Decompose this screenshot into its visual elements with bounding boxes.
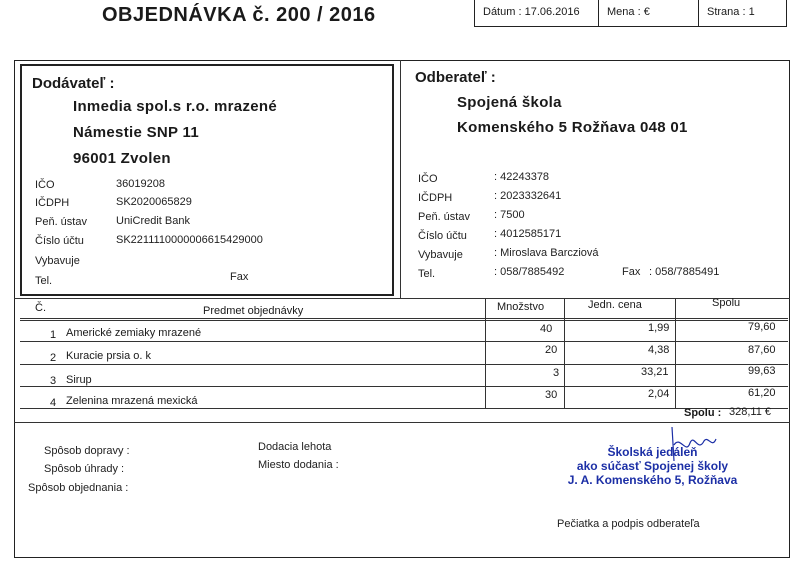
stamp-line-2: ako súčasť Spojenej školy bbox=[576, 459, 729, 473]
row-item: Americké zemiaky mrazené bbox=[66, 327, 202, 339]
row-qty: 3 bbox=[553, 367, 560, 379]
col-header-total: Spolu bbox=[712, 297, 741, 309]
supplier-icdph-value: SK2020065829 bbox=[116, 196, 192, 208]
table-top-rule bbox=[14, 298, 790, 299]
sum-rule bbox=[14, 422, 790, 423]
row-unit-price: 33,21 bbox=[641, 366, 669, 378]
row-unit-price: 4,38 bbox=[648, 344, 670, 356]
customer-bank-value: : 7500 bbox=[494, 209, 525, 221]
document-title: OBJEDNÁVKA č. 200 / 2016 bbox=[102, 4, 376, 26]
customer-ico-label: IČO bbox=[418, 173, 438, 185]
transport-label: Spôsob dopravy : bbox=[44, 445, 130, 457]
col-divider-total bbox=[675, 298, 676, 408]
col-header-no: Č. bbox=[35, 302, 46, 314]
delivery-date-label: Dodacia lehota bbox=[258, 441, 332, 453]
customer-bank-label: Peň. ústav bbox=[418, 211, 470, 223]
customer-fax-value: : 058/7885491 bbox=[649, 266, 720, 278]
row-item: Kuracie prsia o. k bbox=[66, 350, 151, 362]
row-unit-price: 1,99 bbox=[648, 322, 670, 334]
page-box bbox=[699, 0, 787, 27]
page-label: Strana : bbox=[707, 6, 746, 18]
currency-value: € bbox=[643, 6, 650, 18]
row-no: 1 bbox=[50, 329, 57, 341]
date-value: 17.06.2016 bbox=[524, 6, 580, 18]
page-value: 1 bbox=[748, 6, 755, 18]
row-qty: 20 bbox=[545, 344, 558, 356]
row-no: 4 bbox=[50, 397, 57, 409]
row-rule bbox=[20, 341, 788, 342]
customer-contact-value: : Miroslava Barcziová bbox=[494, 247, 599, 259]
date-label: Dátum : bbox=[483, 6, 522, 18]
customer-icdph-value: : 2023332641 bbox=[494, 190, 562, 202]
customer-tel-value: : 058/7885492 bbox=[494, 266, 565, 278]
table-header-rule-double bbox=[20, 320, 788, 321]
row-no: 2 bbox=[50, 352, 57, 364]
customer-icdph-label: IČDPH bbox=[418, 192, 453, 204]
table-header-rule bbox=[20, 318, 788, 319]
supplier-bank-value: UniCredit Bank bbox=[116, 215, 190, 227]
currency-label: Mena : bbox=[607, 6, 641, 18]
customer-name: Spojená škola bbox=[457, 94, 562, 111]
party-divider bbox=[400, 60, 401, 298]
customer-heading: Odberateľ : bbox=[415, 69, 496, 86]
row-total: 99,63 bbox=[748, 365, 776, 377]
row-rule bbox=[20, 364, 788, 365]
row-rule bbox=[20, 408, 788, 409]
customer-tel-label: Tel. bbox=[418, 268, 436, 280]
row-item: Zelenina mrazená mexická bbox=[66, 395, 198, 407]
customer-address: Komenského 5 Rožňava 048 01 bbox=[457, 119, 688, 136]
row-qty: 40 bbox=[540, 323, 553, 335]
customer-stamp bbox=[545, 445, 760, 487]
sum-label: Spolu : bbox=[684, 407, 722, 419]
supplier-heading: Dodávateľ : bbox=[32, 75, 115, 92]
row-rule bbox=[20, 386, 788, 387]
signature-scribble bbox=[660, 425, 720, 465]
supplier-bank-label: Peň. ústav bbox=[35, 216, 87, 228]
customer-account-value: : 4012585171 bbox=[494, 228, 562, 240]
stamp-line-1: Školská jedáleň bbox=[607, 445, 698, 459]
ordering-label: Spôsob objednania : bbox=[28, 482, 129, 494]
supplier-account-label: Číslo účtu bbox=[35, 235, 84, 247]
row-total: 79,60 bbox=[748, 321, 776, 333]
col-divider-qty bbox=[485, 298, 486, 408]
payment-label: Spôsob úhrady : bbox=[44, 463, 125, 475]
col-header-unit-price: Jedn. cena bbox=[588, 299, 642, 311]
col-header-qty: Množstvo bbox=[497, 301, 545, 313]
row-unit-price: 2,04 bbox=[648, 388, 670, 400]
date-box bbox=[474, 0, 599, 27]
supplier-contact-label: Vybavuje bbox=[35, 255, 80, 267]
stamp-line-3: J. A. Komenského 5, Rožňava bbox=[567, 473, 738, 487]
supplier-street: Námestie SNP 11 bbox=[73, 124, 199, 141]
supplier-name: Inmedia spol.s r.o. mrazené bbox=[73, 98, 278, 115]
supplier-tel-label: Tel. bbox=[35, 275, 53, 287]
row-total: 61,20 bbox=[748, 387, 776, 399]
currency-box bbox=[599, 0, 699, 27]
customer-account-label: Číslo účtu bbox=[418, 230, 467, 242]
supplier-account-value: SK2211110000006615429000 bbox=[116, 234, 263, 246]
row-total: 87,60 bbox=[748, 344, 776, 356]
supplier-ico-label: IČO bbox=[35, 179, 55, 191]
supplier-icdph-label: IČDPH bbox=[35, 197, 70, 209]
customer-contact-label: Vybavuje bbox=[418, 249, 463, 261]
sum-value: 328,11 € bbox=[729, 406, 772, 418]
col-header-item: Predmet objednávky bbox=[203, 305, 304, 317]
customer-ico-value: : 42243378 bbox=[494, 171, 550, 183]
delivery-place-label: Miesto dodania : bbox=[258, 459, 339, 471]
row-qty: 30 bbox=[545, 389, 558, 401]
supplier-fax-label: Fax bbox=[230, 271, 249, 283]
customer-fax-label: Fax bbox=[622, 266, 641, 278]
signature-label: Pečiatka a podpis odberateľa bbox=[557, 518, 700, 530]
row-no: 3 bbox=[50, 375, 57, 387]
row-item: Sirup bbox=[66, 374, 92, 386]
supplier-city: 96001 Zvolen bbox=[73, 150, 171, 167]
col-divider-price bbox=[564, 298, 565, 408]
supplier-ico-value: 36019208 bbox=[116, 178, 165, 190]
